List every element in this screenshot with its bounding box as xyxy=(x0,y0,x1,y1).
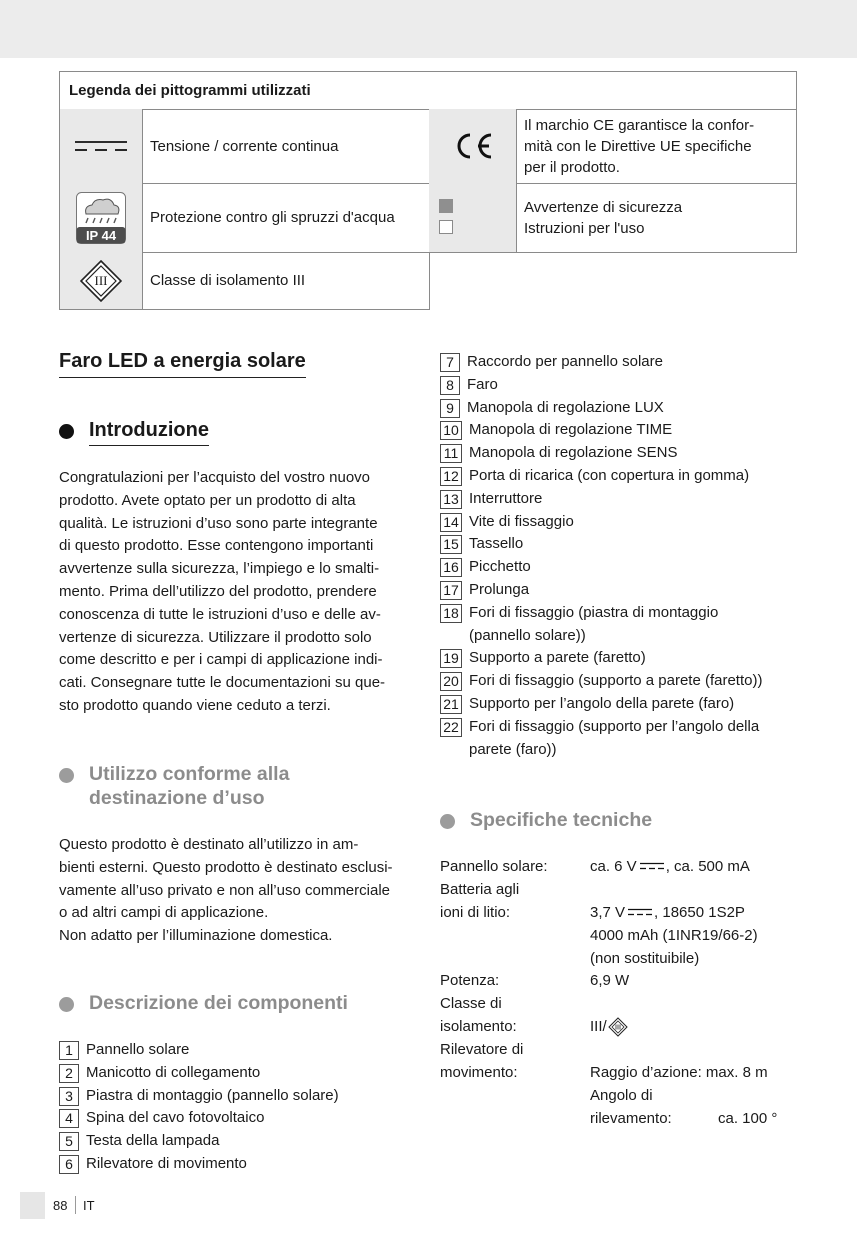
spec-battery-value xyxy=(590,902,745,925)
component-number: 8 xyxy=(440,376,460,395)
ce-mark-text: Il marchio CE garantisce la confor- mità con le Direttive UE specifiche per il prodotto. xyxy=(516,109,797,184)
component-number: 15 xyxy=(440,535,462,554)
component-item xyxy=(440,397,800,420)
page-separator xyxy=(75,1196,76,1214)
component-label: Manopola di regolazione TIME xyxy=(469,421,673,439)
component-number: 10 xyxy=(440,421,462,440)
components-heading-text: Descrizione dei componenti xyxy=(89,992,348,1014)
spec-detector-angle-label: Angolo di rilevamento: xyxy=(590,1087,672,1127)
intro-heading xyxy=(59,416,209,446)
component-label: Manicotto di collegamento xyxy=(86,1063,261,1081)
component-item xyxy=(440,351,800,374)
component-number: 2 xyxy=(59,1064,79,1083)
intended-use-text: Questo prodotto è destinato all’utilizzo in am- bienti esterni. Questo prodotto è destinato esclusi- vamente all’uso privato e non all’uso commerciale o ad altri campi di applicazione. Non adatto per l’illuminazione domestica. xyxy=(59,836,393,945)
component-item xyxy=(59,1062,429,1085)
component-item xyxy=(440,442,800,465)
spec-insulation-label: Classe di isolamento: xyxy=(440,995,517,1035)
legend-title: Legenda dei pittogrammi utilizzati xyxy=(59,71,797,110)
bullet-icon xyxy=(59,424,74,439)
component-label: Vite di fissaggio xyxy=(469,512,574,530)
component-item xyxy=(440,374,800,397)
component-label: Piastra di montaggio (pannello solare) xyxy=(86,1086,339,1104)
spec-battery-capacity: 4000 mAh (1INR19/66-2) xyxy=(590,927,758,944)
component-number: 20 xyxy=(440,672,462,691)
component-number: 6 xyxy=(59,1155,79,1174)
spec-battery-voltage: 3,7 V xyxy=(590,904,626,921)
page-number: 88 xyxy=(53,1198,68,1213)
component-number: 9 xyxy=(440,399,460,418)
spec-battery-label: Batteria agli ioni di litio: xyxy=(440,881,520,921)
component-label: Fori di fissaggio (piastra di montaggio (pannello solare)) xyxy=(469,603,719,644)
component-label: Picchetto xyxy=(469,558,531,576)
component-item xyxy=(440,716,800,762)
component-item xyxy=(440,693,800,716)
component-label: Manopola di regolazione SENS xyxy=(469,444,678,462)
component-item xyxy=(59,1107,429,1130)
component-number: 16 xyxy=(440,558,462,577)
component-item xyxy=(440,602,800,648)
page-language: IT xyxy=(83,1198,95,1213)
intro-text: Congratulazioni per l’acquisto del vostro nuovo prodotto. Avete optato per un prodotto di alta qualità. Le istruzioni d’uso sono parte integrante di questo prodotto. Esse contengono importanti avvertenze sulla sicurezza, l’impiego e lo smalti- mento. Prima dell’utilizzo del prodotto, prendere conoscenza di tutte le istruzioni d’uso e delle av- vertenze di sicurezza. Utilizzare il prodotto solo come descritto e per i campi di applicazione indi- cati. Consegnare tutte le documentazioni su que- sto prodotto quando viene ceduto a terzi. xyxy=(59,469,386,714)
component-number: 22 xyxy=(440,718,462,737)
component-item xyxy=(59,1130,429,1153)
dc-symbol-icon xyxy=(628,908,652,916)
component-number: 21 xyxy=(440,695,462,714)
dc-voltage-icon xyxy=(59,109,143,184)
component-number: 13 xyxy=(440,490,462,509)
component-item xyxy=(59,1039,429,1062)
component-item xyxy=(440,670,800,693)
component-list-left xyxy=(59,1039,429,1176)
component-label: Fori di fissaggio (supporto a parete (faretto)) xyxy=(469,672,763,690)
component-list-right xyxy=(440,351,800,761)
component-number: 19 xyxy=(440,649,462,668)
dc-symbol-icon xyxy=(640,862,664,870)
component-item xyxy=(59,1153,429,1176)
spec-solar-voltage: ca. 6 V xyxy=(590,858,637,875)
component-item xyxy=(440,579,800,602)
components-heading xyxy=(59,991,348,1015)
component-label: Rilevatore di movimento xyxy=(86,1154,247,1172)
component-number: 3 xyxy=(59,1087,79,1106)
spec-detector-range: Raggio d’azione: max. 8 m xyxy=(590,1064,768,1081)
pictogram-legend-table xyxy=(59,71,797,310)
bullet-icon xyxy=(59,997,74,1012)
ip44-label: IP 44 xyxy=(85,227,117,243)
component-label: Pannello solare xyxy=(86,1041,190,1058)
component-item xyxy=(440,533,800,556)
page-marker xyxy=(20,1192,45,1219)
component-label: Fori di fissaggio (supporto per l’angolo della parete (faro)) xyxy=(469,717,760,758)
component-label: Supporto per l’angolo della parete (faro) xyxy=(469,694,735,712)
component-label: Faro xyxy=(467,375,498,393)
spec-solar-current: , ca. 500 mA xyxy=(665,858,750,875)
spec-power-label: Potenza: xyxy=(440,972,500,989)
component-label: Tassello xyxy=(469,535,524,553)
component-item xyxy=(440,511,800,534)
spec-insulation-text: III/ xyxy=(590,1018,607,1035)
component-item xyxy=(440,465,800,488)
component-number: 5 xyxy=(59,1132,79,1151)
intro-heading-text: Introduzione xyxy=(89,416,209,446)
component-number: 4 xyxy=(59,1109,79,1128)
component-number: 18 xyxy=(440,604,462,623)
insulation-class-iii-icon xyxy=(59,252,143,310)
spec-insulation-value xyxy=(590,1016,628,1039)
spec-detector-label: Rilevatore di movimento: xyxy=(440,1041,524,1081)
specs-heading-text: Specifiche tecniche xyxy=(470,809,653,831)
insulation-class-text: Classe di isolamento III xyxy=(142,252,430,310)
component-label: Spina del cavo fotovoltaico xyxy=(86,1109,265,1127)
dc-voltage-text: Tensione / corrente continua xyxy=(142,109,430,184)
component-number: 14 xyxy=(440,513,462,532)
component-label: Supporto a parete (faretto) xyxy=(469,649,646,667)
splash-protection-text: Protezione contro gli spruzzi d'acqua xyxy=(142,183,430,253)
specs-heading xyxy=(440,808,652,832)
component-label: Raccordo per pannello solare xyxy=(467,353,663,370)
component-item xyxy=(440,488,800,511)
component-label: Porta di ricarica (con copertura in gomma) xyxy=(469,466,750,484)
intended-use-heading-text: Utilizzo conforme alla destinazione d’uso xyxy=(89,763,290,809)
component-number: 11 xyxy=(440,444,462,463)
component-label: Manopola di regolazione LUX xyxy=(467,398,664,416)
class-iii-label: III xyxy=(94,272,108,288)
component-item xyxy=(440,419,800,442)
component-number: 12 xyxy=(440,467,462,486)
spec-detector-angle-value: ca. 100 ° xyxy=(718,1110,778,1127)
bullet-icon xyxy=(440,814,455,829)
component-item xyxy=(440,647,800,670)
intended-use-heading xyxy=(59,762,289,810)
safety-squares-icon xyxy=(429,183,517,253)
spec-solar-label: Pannello solare: xyxy=(440,858,548,875)
spec-battery-note: (non sostituibile) xyxy=(590,950,700,967)
component-item xyxy=(59,1085,429,1108)
product-title: Faro LED a energia solare xyxy=(59,347,306,378)
component-number: 7 xyxy=(440,353,460,372)
top-band xyxy=(0,0,857,58)
ip44-splash-icon xyxy=(59,183,143,253)
spec-power-value: 6,9 W xyxy=(590,972,630,989)
safety-instructions-text: Avvertenze di sicurezza Istruzioni per l'uso xyxy=(516,183,797,253)
spec-battery-type: , 18650 1S2P xyxy=(654,904,745,921)
component-number: 1 xyxy=(59,1041,79,1060)
component-label: Testa della lampada xyxy=(86,1132,220,1150)
component-item xyxy=(440,556,800,579)
ce-mark-icon xyxy=(429,109,517,184)
spec-solar-value xyxy=(590,856,750,879)
bullet-icon xyxy=(59,768,74,783)
insulation-class-iii-icon xyxy=(608,1017,628,1037)
component-number: 17 xyxy=(440,581,462,600)
component-label: Interruttore xyxy=(469,489,543,507)
component-label: Prolunga xyxy=(469,580,530,598)
